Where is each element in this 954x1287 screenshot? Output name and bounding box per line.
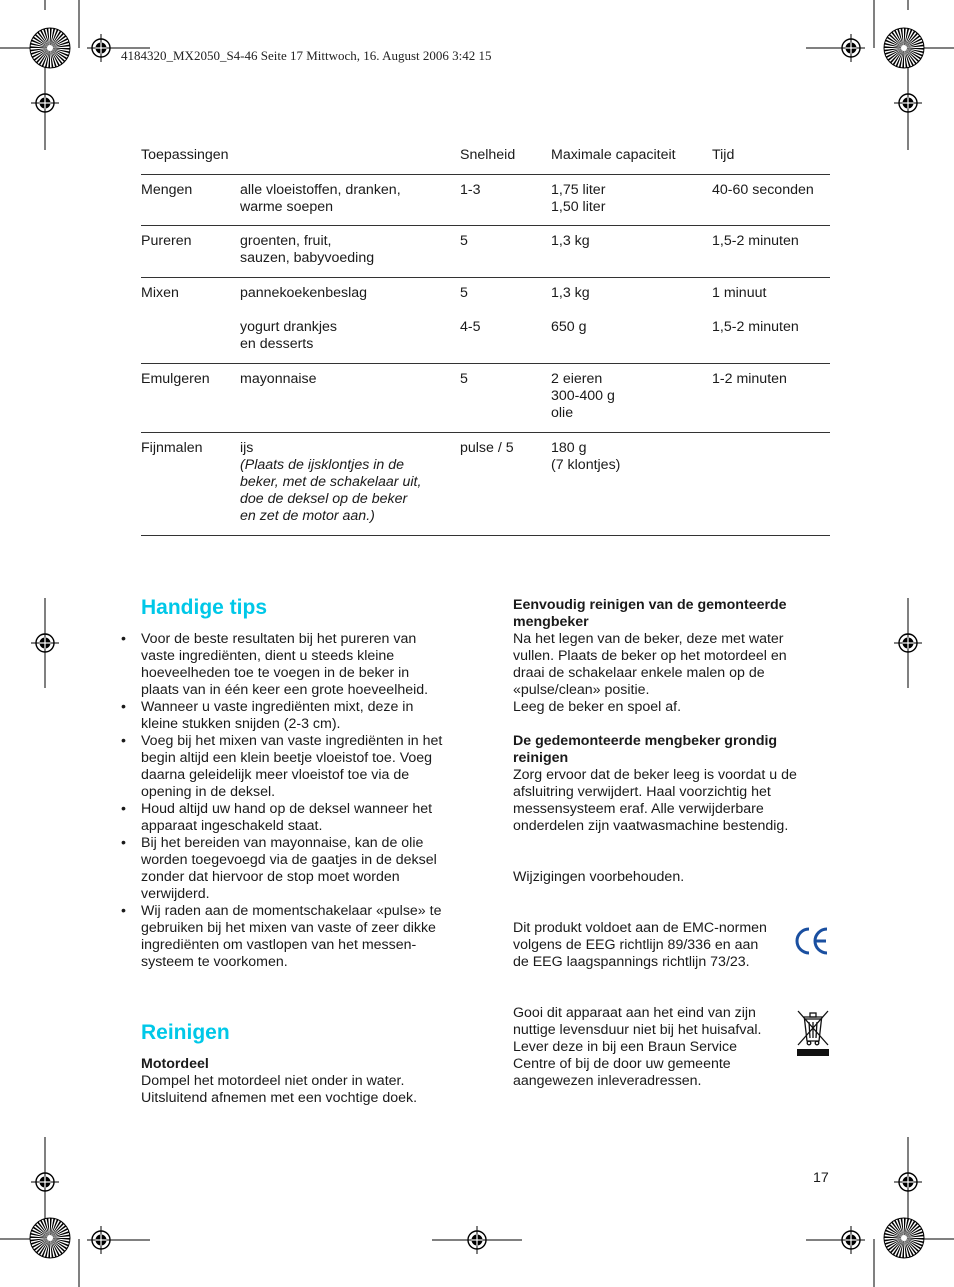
row-speed: 5	[460, 371, 468, 387]
motor-section: Motordeel Dompel het motordeel niet onder in water. Uitsluitend afnemen met een vochtige doek.	[141, 1056, 418, 1106]
registration-mark-icon	[837, 34, 865, 62]
table-row	[141, 226, 830, 278]
easy-clean-section: Eenvoudig reinigen van de gemonteerde mengbeker Na het legen van de beker, deze met water vullen. Plaats de beker op het motordeel en draai de schakelaar enkele malen op de «pulse/clean» positie. Leeg de beker en spoel af.	[513, 597, 787, 715]
row-capacity: 1,3 kg	[551, 233, 590, 249]
bullet: •	[121, 699, 126, 715]
deep-clean-section: De gedemonteerde mengbeker grondig reinigen Zorg ervoor dat de beker leeg is voordat u de afsluitring verwijdert. Haal voorzichtig het messensysteem eraf. Alle verwijderbare onderdelen zijn vaatwasmachine bestendig.	[513, 733, 797, 834]
crossed-bin-icon	[795, 1008, 831, 1058]
row-items: ijs (Plaats de ijsklontjes in de beker, met de schakelaar uit, doe de deksel op de beker en zet de motor aan.)	[240, 440, 422, 524]
row-time: 1,5-2 minuten	[712, 233, 799, 249]
easy-clean-heading: Eenvoudig reinigen van de gemonteerde	[513, 597, 787, 613]
row-speed: 5 4-5	[460, 285, 481, 335]
list-item: • Wij raden aan de momentschakelaar «pulse» te gebruiken bij het mixen van vaste of zeer dikke ingrediënten om vastlopen van het messen- systeem te voorkomen.	[121, 903, 442, 970]
row-time: 1-2 minuten	[712, 371, 787, 387]
table-row	[141, 364, 830, 433]
row-application: Mengen	[141, 182, 193, 198]
starburst-target-icon	[884, 28, 924, 68]
list-item: • Wanneer u vaste ingrediënten mixt, deze in kleine stukken snijden (2-3 cm).	[121, 699, 414, 732]
applications-table	[141, 138, 830, 536]
print-header: 4184320_MX2050_S4-46 Seite 17 Mittwoch, 16. August 2006 3:42 15	[121, 48, 492, 63]
bullet: •	[121, 733, 126, 749]
cleaning-heading: Reinigen	[141, 1021, 230, 1044]
registration-mark-icon	[31, 1168, 59, 1196]
row-items: mayonnaise	[240, 371, 317, 387]
row-capacity: 1,3 kg 650 g	[551, 285, 590, 335]
registration-mark-icon	[31, 629, 59, 657]
starburst-target-icon	[30, 28, 70, 68]
bullet: •	[121, 801, 126, 817]
ce-mark-icon	[794, 925, 830, 957]
row-items: pannekoekenbeslag yogurt drankjes en desserts	[240, 285, 368, 352]
bullet: •	[121, 631, 126, 647]
deep-clean-heading: De gedemonteerde mengbeker grondig	[513, 733, 778, 749]
row-speed: pulse / 5	[460, 440, 514, 456]
registration-mark-icon	[31, 89, 59, 117]
motor-heading: Motordeel	[141, 1056, 209, 1072]
registration-mark-icon	[894, 89, 922, 117]
table-header	[141, 138, 830, 175]
row-capacity: 180 g (7 klontjes)	[551, 440, 621, 473]
disposal-section: Gooi dit apparaat aan het eind van zijn nuttige levensduur niet bij het huisafval. Lever deze in bij een Braun Service Centre of bij de door uw gemeente aangewezen inleveradressen.	[513, 1005, 762, 1089]
page-number: 17	[813, 1170, 829, 1186]
row-application: Pureren	[141, 233, 192, 249]
bullet: •	[121, 903, 126, 919]
row-items: alle vloeistoffen, dranken, warme soepen	[240, 182, 401, 215]
table-row	[141, 175, 830, 226]
registration-mark-icon	[837, 1226, 865, 1254]
registration-mark-icon	[894, 629, 922, 657]
row-items: groenten, fruit, sauzen, babyvoeding	[240, 233, 375, 266]
row-time: 1 minuut 1,5-2 minuten	[712, 285, 799, 335]
table-row	[141, 433, 830, 536]
row-speed: 1-3	[460, 182, 481, 198]
registration-mark-icon	[894, 1168, 922, 1196]
list-item: • Voor de beste resultaten bij het pureren van vaste ingrediënten, dient u steeds kleine hoeveelheden toe te voegen in de beker in plaats van in één keer een grote hoeveelheid.	[121, 631, 429, 698]
header-capacity: Maximale capaciteit	[551, 147, 676, 163]
registration-mark-icon	[87, 1226, 115, 1254]
list-item: • Bij het bereiden van mayonnaise, kan de olie worden toegevoegd via de gaatjes in de deksel zonder dat hiervoor de stop moet worden verwijderd.	[121, 835, 437, 902]
header-speed: Snelheid	[460, 147, 516, 163]
table-row	[141, 278, 830, 364]
list-item: • Houd altijd uw hand op de deksel wanneer het apparaat ingeschakeld staat.	[121, 801, 433, 834]
header-applications: Toepassingen	[141, 147, 229, 163]
bullet: •	[121, 835, 126, 851]
row-application: Mixen	[141, 285, 179, 301]
tips-heading: Handige tips	[141, 596, 268, 619]
row-speed: 5	[460, 233, 468, 249]
header-time: Tijd	[712, 147, 735, 163]
row-capacity: 2 eieren 300-400 g olie	[551, 371, 615, 421]
emc-section: Dit produkt voldoet aan de EMC-normen volgens de EEG richtlijn 89/336 en aan de EEG laagspannings richtlijn 73/23.	[513, 920, 767, 970]
tips-list	[121, 631, 461, 971]
registration-mark-icon	[463, 1226, 491, 1254]
registration-mark-icon	[87, 34, 115, 62]
row-application: Emulgeren	[141, 371, 210, 387]
row-application: Fijnmalen	[141, 440, 203, 456]
list-item: • Voeg bij het mixen van vaste ingrediënten in het begin altijd een klein beetje vloeistof toe. Voeg daarna geleidelijk meer vloeistof toe via de opening in de deksel.	[121, 733, 443, 800]
starburst-target-icon	[30, 1218, 70, 1258]
row-capacity: 1,75 liter 1,50 liter	[551, 182, 606, 215]
reserve-note: Wijzigingen voorbehouden.	[513, 869, 685, 885]
starburst-target-icon	[884, 1218, 924, 1258]
row-time: 40-60 seconden	[712, 182, 814, 198]
